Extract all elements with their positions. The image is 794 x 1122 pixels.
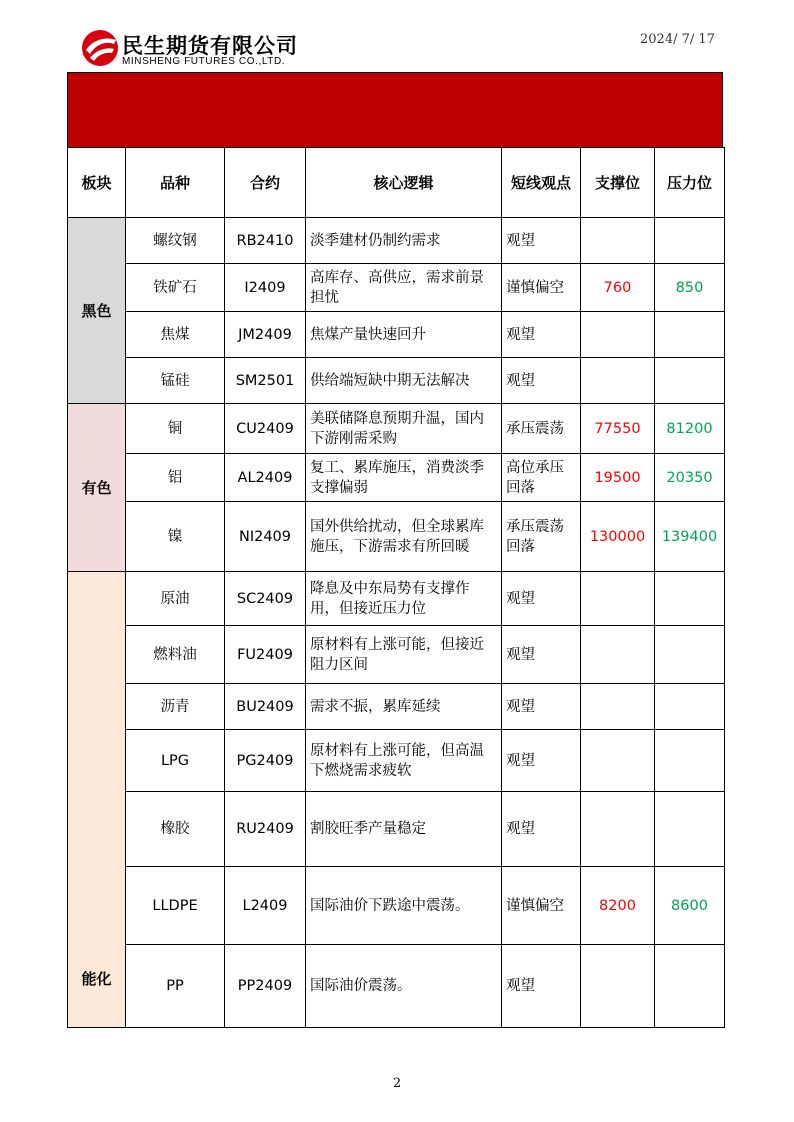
table-row bbox=[68, 404, 725, 454]
logic-cell: 国外供给扰动，但全球累库施压，下游需求有所回暖 bbox=[306, 502, 502, 572]
support-cell: 77550 bbox=[581, 404, 655, 454]
header-logic: 核心逻辑 bbox=[306, 148, 502, 218]
support-cell: 130000 bbox=[581, 502, 655, 572]
variety-cell: 原油 bbox=[126, 572, 225, 626]
variety-cell: 橡胶 bbox=[126, 792, 225, 867]
sector-cell: 黑色 bbox=[68, 218, 126, 404]
header-support: 支撑位 bbox=[581, 148, 655, 218]
resistance-cell bbox=[655, 312, 725, 358]
logic-cell: 焦煤产量快速回升 bbox=[306, 312, 502, 358]
support-cell bbox=[581, 730, 655, 792]
support-cell bbox=[581, 792, 655, 867]
table-header-row bbox=[68, 148, 725, 218]
logic-cell: 高库存、高供应，需求前景担忧 bbox=[306, 264, 502, 312]
variety-cell: 铝 bbox=[126, 454, 225, 502]
contract-cell: RU2409 bbox=[225, 792, 306, 867]
resistance-cell bbox=[655, 730, 725, 792]
resistance-cell: 81200 bbox=[655, 404, 725, 454]
logic-cell: 原材料有上涨可能，但接近阻力区间 bbox=[306, 626, 502, 684]
logic-cell: 淡季建材仍制约需求 bbox=[306, 218, 502, 264]
table-row bbox=[68, 684, 725, 730]
variety-cell: 焦煤 bbox=[126, 312, 225, 358]
title-banner bbox=[67, 72, 723, 148]
logic-cell: 美联储降息预期升温，国内下游刚需采购 bbox=[306, 404, 502, 454]
table-body bbox=[68, 218, 725, 1028]
support-cell bbox=[581, 684, 655, 730]
variety-cell: 锰硅 bbox=[126, 358, 225, 404]
futures-view-table bbox=[67, 147, 725, 1028]
support-cell bbox=[581, 572, 655, 626]
variety-cell: 镍 bbox=[126, 502, 225, 572]
table-row bbox=[68, 730, 725, 792]
view-cell: 观望 bbox=[502, 684, 581, 730]
logic-cell: 降息及中东局势有支撑作用，但接近压力位 bbox=[306, 572, 502, 626]
table-row bbox=[68, 502, 725, 572]
table-row bbox=[68, 264, 725, 312]
view-cell: 观望 bbox=[502, 218, 581, 264]
support-cell bbox=[581, 358, 655, 404]
contract-cell: FU2409 bbox=[225, 626, 306, 684]
support-cell bbox=[581, 626, 655, 684]
support-cell: 760 bbox=[581, 264, 655, 312]
view-cell: 承压震荡 bbox=[502, 404, 581, 454]
contract-cell: AL2409 bbox=[225, 454, 306, 502]
page-number: 2 bbox=[392, 1076, 402, 1091]
header-sector: 板块 bbox=[68, 148, 126, 218]
view-cell: 观望 bbox=[502, 792, 581, 867]
company-name-cn: 民生期货有限公司 bbox=[122, 34, 298, 58]
variety-cell: PP bbox=[126, 945, 225, 1028]
resistance-cell bbox=[655, 792, 725, 867]
logic-cell: 复工、累库施压，消费淡季支撑偏弱 bbox=[306, 454, 502, 502]
view-cell: 谨慎偏空 bbox=[502, 264, 581, 312]
view-cell: 观望 bbox=[502, 945, 581, 1028]
header-resistance: 压力位 bbox=[655, 148, 725, 218]
logic-cell: 国际油价震荡。 bbox=[306, 945, 502, 1028]
support-cell: 19500 bbox=[581, 454, 655, 502]
resistance-cell bbox=[655, 945, 725, 1028]
resistance-cell bbox=[655, 684, 725, 730]
view-cell: 观望 bbox=[502, 312, 581, 358]
contract-cell: L2409 bbox=[225, 867, 306, 945]
view-cell: 高位承压回落 bbox=[502, 454, 581, 502]
support-cell bbox=[581, 312, 655, 358]
variety-cell: 铁矿石 bbox=[126, 264, 225, 312]
view-cell: 谨慎偏空 bbox=[502, 867, 581, 945]
sector-cell: 有色 bbox=[68, 404, 126, 572]
view-cell: 承压震荡回落 bbox=[502, 502, 581, 572]
contract-cell: CU2409 bbox=[225, 404, 306, 454]
contract-cell: I2409 bbox=[225, 264, 306, 312]
header-variety: 品种 bbox=[126, 148, 225, 218]
page-header bbox=[0, 0, 794, 72]
report-date: 2024/ 7/ 17 bbox=[640, 32, 715, 47]
table-row bbox=[68, 945, 725, 1028]
table-row bbox=[68, 867, 725, 945]
table-row bbox=[68, 626, 725, 684]
logic-cell: 供给端短缺中期无法解决 bbox=[306, 358, 502, 404]
contract-cell: SC2409 bbox=[225, 572, 306, 626]
variety-cell: LPG bbox=[126, 730, 225, 792]
company-name-en: MINSHENG FUTURES CO.,LTD. bbox=[122, 56, 286, 67]
resistance-cell: 139400 bbox=[655, 502, 725, 572]
contract-cell: PP2409 bbox=[225, 945, 306, 1028]
variety-cell: 沥青 bbox=[126, 684, 225, 730]
resistance-cell bbox=[655, 358, 725, 404]
view-cell: 观望 bbox=[502, 626, 581, 684]
table-row bbox=[68, 454, 725, 502]
contract-cell: PG2409 bbox=[225, 730, 306, 792]
table-row bbox=[68, 572, 725, 626]
contract-cell: RB2410 bbox=[225, 218, 306, 264]
resistance-cell bbox=[655, 572, 725, 626]
contract-cell: JM2409 bbox=[225, 312, 306, 358]
logic-cell: 原材料有上涨可能，但高温下燃烧需求疲软 bbox=[306, 730, 502, 792]
variety-cell: 螺纹钢 bbox=[126, 218, 225, 264]
contract-cell: SM2501 bbox=[225, 358, 306, 404]
resistance-cell bbox=[655, 626, 725, 684]
variety-cell: LLDPE bbox=[126, 867, 225, 945]
support-cell: 8200 bbox=[581, 867, 655, 945]
support-cell bbox=[581, 945, 655, 1028]
resistance-cell: 20350 bbox=[655, 454, 725, 502]
variety-cell: 铜 bbox=[126, 404, 225, 454]
support-cell bbox=[581, 218, 655, 264]
contract-cell: NI2409 bbox=[225, 502, 306, 572]
header-contract: 合约 bbox=[225, 148, 306, 218]
company-logo-icon bbox=[80, 28, 120, 68]
header-view: 短线观点 bbox=[502, 148, 581, 218]
resistance-cell bbox=[655, 218, 725, 264]
logic-cell: 国际油价下跌途中震荡。 bbox=[306, 867, 502, 945]
table-row bbox=[68, 312, 725, 358]
logic-cell: 割胶旺季产量稳定 bbox=[306, 792, 502, 867]
table-row bbox=[68, 792, 725, 867]
table-row bbox=[68, 358, 725, 404]
table-row bbox=[68, 218, 725, 264]
view-cell: 观望 bbox=[502, 730, 581, 792]
logic-cell: 需求不振，累库延续 bbox=[306, 684, 502, 730]
view-cell: 观望 bbox=[502, 358, 581, 404]
contract-cell: BU2409 bbox=[225, 684, 306, 730]
variety-cell: 燃料油 bbox=[126, 626, 225, 684]
view-cell: 观望 bbox=[502, 572, 581, 626]
resistance-cell: 850 bbox=[655, 264, 725, 312]
resistance-cell: 8600 bbox=[655, 867, 725, 945]
sector-cell: 能化 bbox=[68, 572, 126, 1028]
